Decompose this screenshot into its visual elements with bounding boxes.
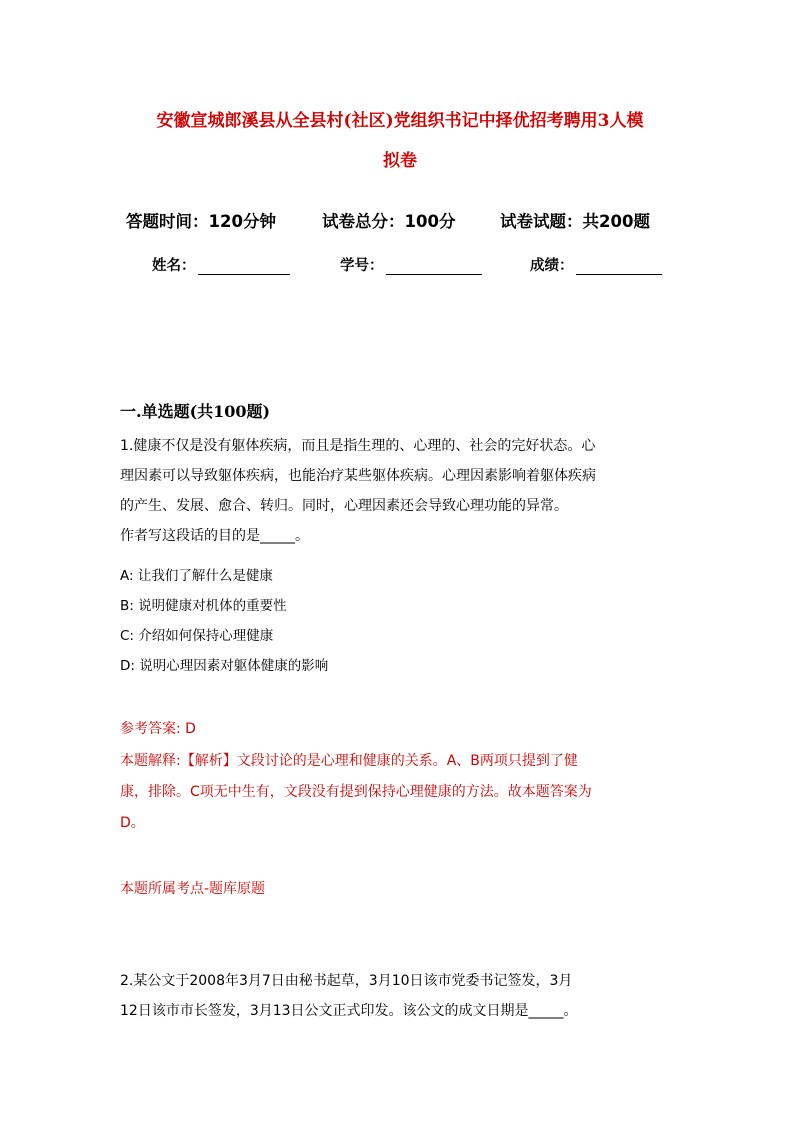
question-2-stem <box>120 966 680 1026</box>
option-d: D: 说明心理因素对躯体健康的影响 <box>120 658 329 674</box>
page-title: 安徽宣城郎溪县从全县村(社区)党组织书记中择优招考聘用3人模 <box>156 111 644 131</box>
explanation-line: 康，排除。C项无中生有，文段没有提到保持心理健康的方法。故本题答案为 <box>120 784 592 800</box>
name-label: 姓名： <box>152 258 196 274</box>
student-id-field <box>340 254 482 275</box>
name-field <box>152 254 290 275</box>
question-text-line: 作者写这段话的目的是_____。 <box>120 528 309 544</box>
question-text-line: 的产生、发展、愈合、转归。同时，心理因素还会导致心理功能的异常。 <box>120 498 568 514</box>
exam-total-score: 试卷总分：100分 <box>322 212 456 231</box>
name-blank <box>198 260 290 275</box>
question-text-line: 12日该市市长签发，3月13日公文正式印发。该公文的成文日期是_____。 <box>120 1003 578 1019</box>
option-b: B: 说明健康对机体的重要性 <box>120 598 287 614</box>
question-1-knowledge-point: 本题所属考点-题库原题 <box>120 881 266 897</box>
explanation-line: 本题解释:【解析】文段讨论的是心理和健康的关系。A、B两项只提到了健 <box>120 753 578 769</box>
student-id-label: 学号： <box>340 258 384 274</box>
score-label: 成绩： <box>530 258 574 274</box>
question-1-explanation <box>120 746 592 839</box>
question-text-line: 理因素可以导致躯体疾病，也能治疗某些躯体疾病。心理因素影响着躯体疾病 <box>120 468 596 484</box>
question-1-answer: 参考答案: D <box>120 721 196 737</box>
score-blank <box>576 260 662 275</box>
student-id-blank <box>386 260 482 275</box>
explanation-line: D。 <box>120 815 145 831</box>
page-title-continued: 拟卷 <box>383 151 417 171</box>
exam-time: 答题时间：120分钟 <box>126 212 276 231</box>
question-1-options <box>120 561 328 681</box>
option-a: A: 让我们了解什么是健康 <box>120 568 273 584</box>
score-field <box>530 254 662 275</box>
question-text-line: 2.某公文于2008年3月7日由秘书起草，3月10日该市党委书记签发，3月 <box>120 973 573 989</box>
exam-question-count: 试卷试题：共200题 <box>500 212 650 231</box>
question-text-line: 1.健康不仅是没有躯体疾病，而且是指生理的、心理的、社会的完好状态。心 <box>120 438 596 454</box>
section-heading: 一.单选题(共100题) <box>120 402 271 421</box>
option-c: C: 介绍如何保持心理健康 <box>120 628 274 644</box>
question-1-stem <box>120 431 680 551</box>
